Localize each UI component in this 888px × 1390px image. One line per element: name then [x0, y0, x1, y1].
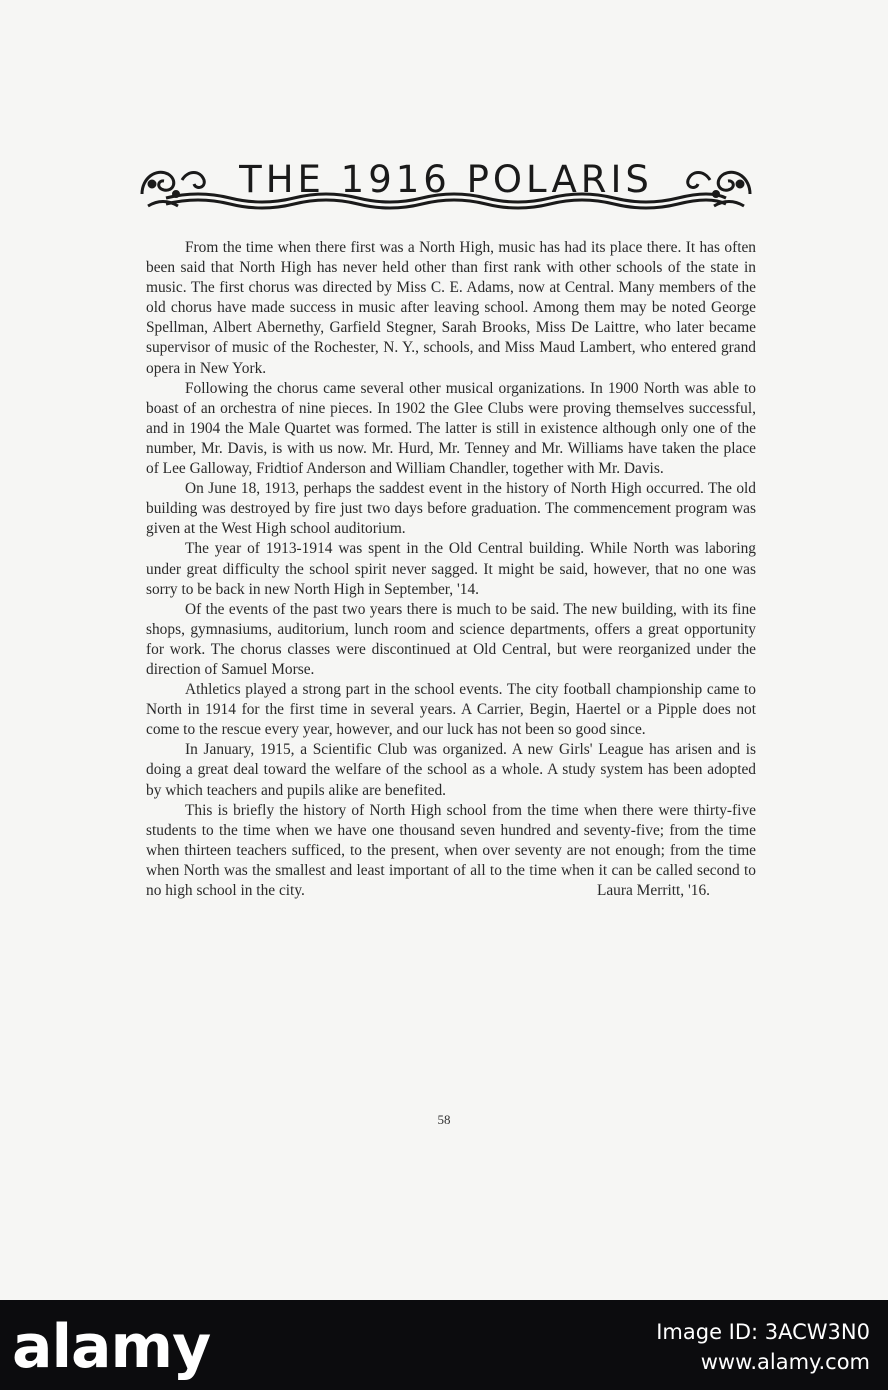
article-paragraph: From the time when there first was a North High, music has had its place there. It has often been said that North High has never held other than first rank with other schools of the state in music. The first chorus was directed by Miss C. E. Adams, now at Central. Many members of the old chorus have made success in music after leaving school. Among them may be noted George Spellman, Albert Abernethy, Garfield Stegner, Sarah Brooks, Miss De Laittre, who later became supervisor of music of the Rochester, N. Y., schools, and Miss Maud Lambert, who entered grand opera in New York. [146, 239, 756, 377]
article-paragraph: Following the chorus came several other musical organizations. In 1900 North was able to boast of an orchestra of nine pieces. In 1902 the Glee Clubs were proving themselves successful, and in 1904 the Male Quartet was formed. The latter is still in existence although only one of the number, Mr. Davis, is with us now. Mr. Hurd, Mr. Tenney and Mr. Williams have taken the place of Lee Galloway, Fridtiof Anderson and William Chandler, together with Mr. Davis. [146, 379, 756, 478]
author-signature: Laura Merritt, '16. [596, 882, 710, 899]
page-header-banner [138, 150, 754, 212]
image-id-label: Image ID: 3ACW3N0 [656, 1320, 870, 1344]
page-number: 58 [437, 1112, 451, 1127]
article-paragraph: This is briefly the history of North High school from the time when there were thirty-five students to the time when we have one thousand seven hundred and seventy-five; from the time when thirteen teachers sufficed, to the present, when over seventy are not enough; from the time when North was the smallest and least important of all to the time when it can be called second to no high school in the city. [146, 801, 756, 899]
watermark-footer [0, 1300, 888, 1390]
article-paragraph: Athletics played a strong part in the school events. The city football championship came to North in 1914 for the first time in several years. A Carrier, Begin, Haertel or a Pipple does not come to the rescue every year, however, and our luck has not been so good since. [146, 681, 756, 739]
article-paragraph: In January, 1915, a Scientific Club was organized. A new Girls' League has arisen and is doing a great deal toward the welfare of the school as a whole. A study system has been adopted by which teachers and pupils alike are benefited. [146, 741, 756, 799]
watermark-url: www.alamy.com [700, 1350, 870, 1374]
article-paragraph: On June 18, 1913, perhaps the saddest event in the history of North High occurred. The old building was destroyed by fire just two days before graduation. The commencement program was given at the West High school auditorium. [146, 480, 756, 538]
alamy-logo: alamy [12, 1312, 211, 1382]
page-title: THE 1916 POLARIS [239, 158, 653, 201]
article-paragraph: Of the events of the past two years there is much to be said. The new building, with its fine shops, gymnasiums, auditorium, lunch room and science departments, offers a great opportunity for work. The chorus classes were discontinued at Old Central, but were reorganized under the direction of Samuel Morse. [146, 600, 756, 678]
article-paragraph: The year of 1913-1914 was spent in the Old Central building. While North was laboring under great difficulty the school spirit never sagged. It might be said, however, that no one was sorry to be back in new North High in September, '14. [146, 540, 756, 598]
closing-block [146, 801, 756, 901]
article-body [146, 238, 756, 901]
